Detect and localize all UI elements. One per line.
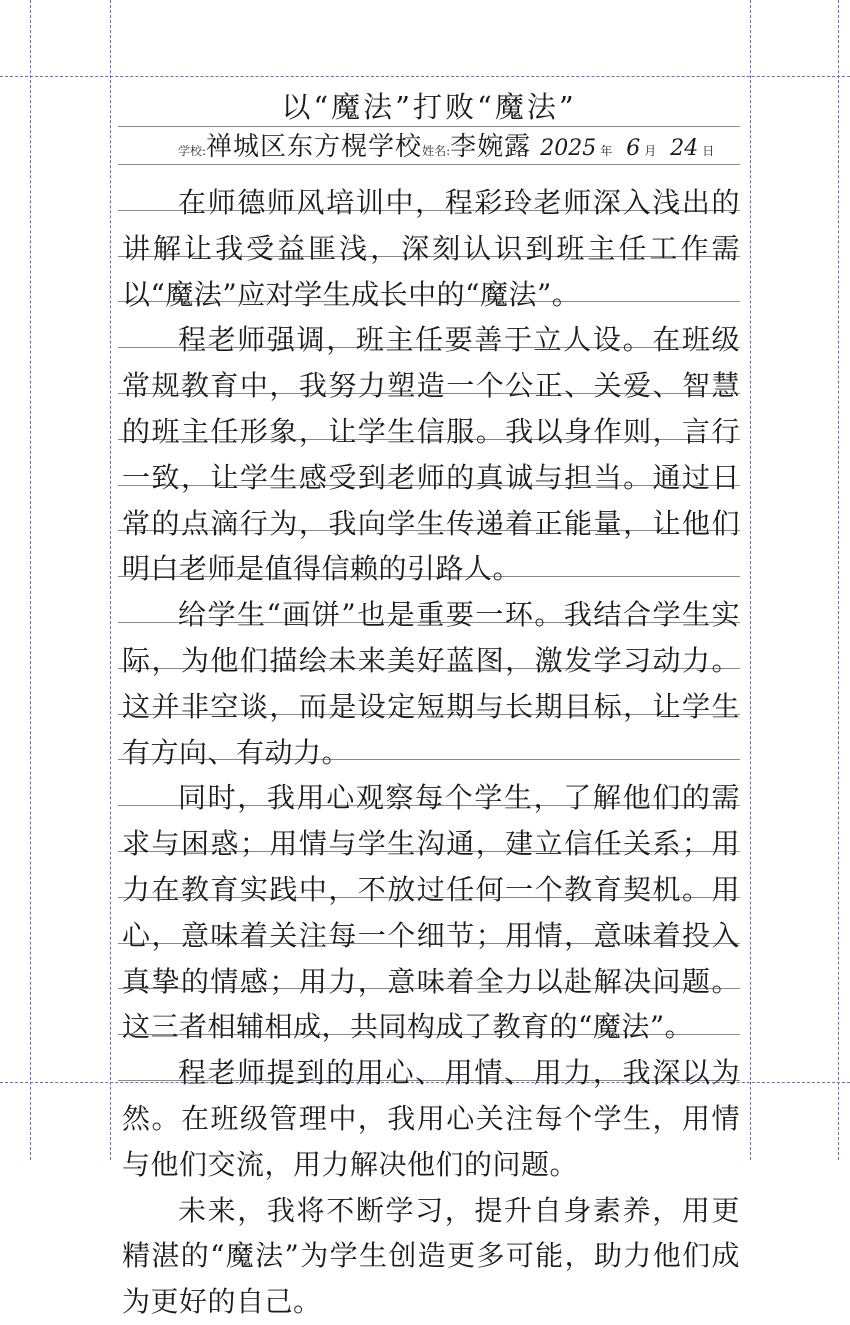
ruled-line: [118, 126, 740, 127]
date-month: 6: [626, 136, 641, 161]
header-info: [178, 132, 724, 166]
day-unit: 日: [702, 144, 715, 158]
paragraph: 未来，我将不断学习，提升自身素养，用更精湛的“魔法”为学生创造更多可能，助力他们成为更好的自己。: [122, 1193, 740, 1319]
year-unit: 年: [600, 144, 613, 158]
writing-paper: [118, 88, 740, 1319]
paragraph: 程老师强调，班主任要善于立人设。在班级常规教育中，我努力塑造一个公正、关爱、智慧的班主任形象，让学生信服。我以身作则，言行一致，让学生感受到老师的真诚与担当。通过日常的点滴行为，我向学生传递着正能量，让他们明白老师是值得信赖的引路人。: [122, 323, 740, 586]
date-day: 24: [670, 136, 699, 161]
school-label: 学校:: [178, 144, 207, 158]
school-name: 禅城区东方榥学校: [206, 132, 423, 162]
date-year: 2025: [540, 136, 597, 161]
essay-title: 以“魔法”打败“魔法”: [281, 90, 577, 124]
paragraph: 给学生“画饼”也是重要一环。我结合学生实际，为他们描绘未来美好蓝图，激发学习动力。这并非空谈，而是设定短期与长期目标，让学生有方向、有动力。: [122, 598, 740, 769]
paragraph: 程老师提到的用心、用情、用力，我深以为然。在班级管理中，我用心关注每个学生，用情与他们交流，用力解决他们的问题。: [122, 1056, 740, 1181]
author-name: 李婉露: [450, 132, 532, 162]
essay-body: [122, 180, 740, 1325]
name-label: 姓名:: [422, 144, 451, 158]
guide-right-outer: [838, 0, 839, 1160]
paragraph: 在师德师风培训中，程彩玲老师深入浅出的讲解让我受益匪浅，深刻认识到班主任工作需以“魔法”应对学生成长中的“魔法”。: [122, 186, 740, 311]
month-unit: 月: [644, 144, 657, 158]
paragraph: 同时，我用心观察每个学生，了解他们的需求与困惑；用情与学生沟通，建立信任关系；用力在教育实践中，不放过任何一个教育契机。用心，意味着关注每一个细节；用情，意味着投入真挚的情感；用力，意味着全力以赴解决问题。这三者相辅相成，共同构成了教育的“魔法”。: [122, 781, 740, 1044]
guide-top: [0, 76, 850, 77]
guide-left-outer: [30, 0, 31, 1160]
guide-left-inner: [110, 0, 111, 1160]
guide-right-inner: [750, 0, 751, 1160]
